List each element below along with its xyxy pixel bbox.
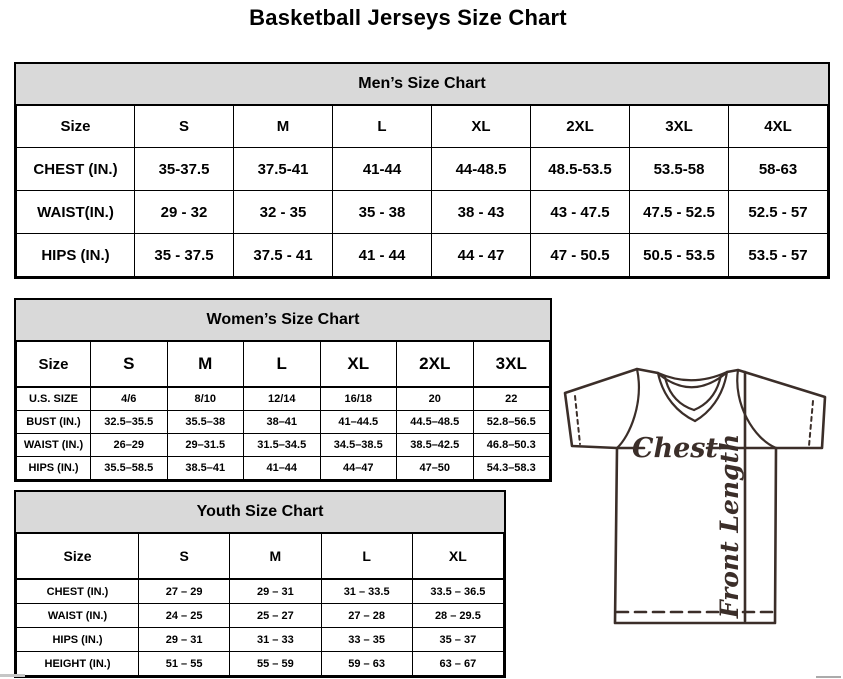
value-cell: 41–44 bbox=[244, 457, 321, 480]
value-cell: 46.8–50.3 bbox=[473, 434, 550, 457]
value-cell: 47.5 - 52.5 bbox=[630, 191, 729, 234]
value-cell: 52.5 - 57 bbox=[729, 191, 828, 234]
value-cell: 38 - 43 bbox=[432, 191, 531, 234]
header-cell: S bbox=[91, 342, 168, 388]
table-row bbox=[17, 387, 550, 411]
table-row bbox=[17, 457, 550, 480]
value-cell: 41-44 bbox=[333, 148, 432, 191]
value-cell: 31.5–34.5 bbox=[244, 434, 321, 457]
header-cell: 3XL bbox=[630, 106, 729, 148]
mens-table bbox=[16, 105, 828, 277]
value-cell: 38.5–42.5 bbox=[397, 434, 474, 457]
row-label-cell: HIPS (IN.) bbox=[17, 628, 139, 652]
value-cell: 8/10 bbox=[167, 387, 244, 411]
value-cell: 27 – 29 bbox=[139, 579, 230, 604]
table-row bbox=[17, 411, 550, 434]
table-row bbox=[17, 191, 828, 234]
value-cell: 16/18 bbox=[320, 387, 397, 411]
value-cell: 31 – 33.5 bbox=[321, 579, 412, 604]
womens-size-chart bbox=[14, 298, 552, 482]
value-cell: 29–31.5 bbox=[167, 434, 244, 457]
value-cell: 29 - 32 bbox=[135, 191, 234, 234]
womens-chart-title: Women’s Size Chart bbox=[16, 300, 550, 341]
front-length-label: Front Length bbox=[715, 433, 744, 619]
row-label-cell: CHEST (IN.) bbox=[17, 579, 139, 604]
value-cell: 58-63 bbox=[729, 148, 828, 191]
value-cell: 32 - 35 bbox=[234, 191, 333, 234]
row-label-cell: WAIST (IN.) bbox=[17, 604, 139, 628]
header-cell: S bbox=[135, 106, 234, 148]
value-cell: 44–47 bbox=[320, 457, 397, 480]
row-label-cell: Size bbox=[17, 534, 139, 580]
value-cell: 38.5–41 bbox=[167, 457, 244, 480]
value-cell: 41 - 44 bbox=[333, 234, 432, 277]
youth-chart-title: Youth Size Chart bbox=[16, 492, 504, 533]
table-row bbox=[17, 604, 504, 628]
value-cell: 33 – 35 bbox=[321, 628, 412, 652]
value-cell: 22 bbox=[473, 387, 550, 411]
header-cell: 4XL bbox=[729, 106, 828, 148]
table-row bbox=[17, 434, 550, 457]
value-cell: 29 – 31 bbox=[230, 579, 321, 604]
header-cell: 3XL bbox=[473, 342, 550, 388]
header-cell: L bbox=[321, 534, 412, 580]
youth-size-chart bbox=[14, 490, 506, 678]
header-cell: XL bbox=[412, 534, 503, 580]
value-cell: 44.5–48.5 bbox=[397, 411, 474, 434]
jersey-collar bbox=[658, 372, 727, 421]
header-cell: M bbox=[230, 534, 321, 580]
value-cell: 12/14 bbox=[244, 387, 321, 411]
value-cell: 28 – 29.5 bbox=[412, 604, 503, 628]
row-label-cell: CHEST (IN.) bbox=[17, 148, 135, 191]
jersey-measurement-diagram-icon bbox=[540, 350, 843, 660]
value-cell: 31 – 33 bbox=[230, 628, 321, 652]
jersey-left-cuff-dash bbox=[575, 396, 580, 444]
value-cell: 52.8–56.5 bbox=[473, 411, 550, 434]
row-label-cell: Size bbox=[17, 342, 91, 388]
value-cell: 54.3–58.3 bbox=[473, 457, 550, 480]
value-cell: 20 bbox=[397, 387, 474, 411]
table-row bbox=[17, 579, 504, 604]
value-cell: 50.5 - 53.5 bbox=[630, 234, 729, 277]
value-cell: 27 – 28 bbox=[321, 604, 412, 628]
table-row bbox=[17, 148, 828, 191]
value-cell: 59 – 63 bbox=[321, 652, 412, 676]
header-cell: L bbox=[333, 106, 432, 148]
row-label-cell: WAIST(IN.) bbox=[17, 191, 135, 234]
header-cell: M bbox=[234, 106, 333, 148]
jersey-outline bbox=[565, 369, 825, 623]
value-cell: 34.5–38.5 bbox=[320, 434, 397, 457]
header-cell: XL bbox=[432, 106, 531, 148]
value-cell: 41–44.5 bbox=[320, 411, 397, 434]
mens-size-chart bbox=[14, 62, 830, 279]
value-cell: 35 - 38 bbox=[333, 191, 432, 234]
scrollbar-fragment-left bbox=[0, 674, 25, 677]
value-cell: 63 – 67 bbox=[412, 652, 503, 676]
table-row bbox=[17, 234, 828, 277]
value-cell: 37.5 - 41 bbox=[234, 234, 333, 277]
header-cell: 2XL bbox=[397, 342, 474, 388]
value-cell: 29 – 31 bbox=[139, 628, 230, 652]
chest-label: Chest bbox=[632, 433, 718, 464]
row-label-cell: HIPS (IN.) bbox=[17, 457, 91, 480]
value-cell: 48.5-53.5 bbox=[531, 148, 630, 191]
value-cell: 44-48.5 bbox=[432, 148, 531, 191]
jersey-right-cuff-dash bbox=[809, 401, 813, 446]
header-cell: 2XL bbox=[531, 106, 630, 148]
value-cell: 35.5–58.5 bbox=[91, 457, 168, 480]
mens-chart-title: Men’s Size Chart bbox=[16, 64, 828, 105]
value-cell: 51 – 55 bbox=[139, 652, 230, 676]
table-row bbox=[17, 342, 550, 388]
value-cell: 35 - 37.5 bbox=[135, 234, 234, 277]
row-label-cell: U.S. SIZE bbox=[17, 387, 91, 411]
row-label-cell: Size bbox=[17, 106, 135, 148]
header-cell: M bbox=[167, 342, 244, 388]
value-cell: 37.5-41 bbox=[234, 148, 333, 191]
value-cell: 26–29 bbox=[91, 434, 168, 457]
value-cell: 38–41 bbox=[244, 411, 321, 434]
header-cell: L bbox=[244, 342, 321, 388]
value-cell: 35 – 37 bbox=[412, 628, 503, 652]
womens-table bbox=[16, 341, 550, 480]
row-label-cell: HEIGHT (IN.) bbox=[17, 652, 139, 676]
value-cell: 55 – 59 bbox=[230, 652, 321, 676]
page-title: Basketball Jerseys Size Chart bbox=[249, 5, 567, 30]
value-cell: 32.5–35.5 bbox=[91, 411, 168, 434]
value-cell: 47 - 50.5 bbox=[531, 234, 630, 277]
value-cell: 33.5 – 36.5 bbox=[412, 579, 503, 604]
value-cell: 53.5 - 57 bbox=[729, 234, 828, 277]
header-cell: S bbox=[139, 534, 230, 580]
row-label-cell: BUST (IN.) bbox=[17, 411, 91, 434]
value-cell: 35-37.5 bbox=[135, 148, 234, 191]
row-label-cell: WAIST (IN.) bbox=[17, 434, 91, 457]
value-cell: 43 - 47.5 bbox=[531, 191, 630, 234]
value-cell: 24 – 25 bbox=[139, 604, 230, 628]
value-cell: 44 - 47 bbox=[432, 234, 531, 277]
value-cell: 47–50 bbox=[397, 457, 474, 480]
value-cell: 25 – 27 bbox=[230, 604, 321, 628]
value-cell: 35.5–38 bbox=[167, 411, 244, 434]
value-cell: 53.5-58 bbox=[630, 148, 729, 191]
table-row bbox=[17, 652, 504, 676]
table-row bbox=[17, 106, 828, 148]
header-cell: XL bbox=[320, 342, 397, 388]
row-label-cell: HIPS (IN.) bbox=[17, 234, 135, 277]
youth-table bbox=[16, 533, 504, 676]
scrollbar-fragment-right bbox=[816, 676, 841, 678]
value-cell: 4/6 bbox=[91, 387, 168, 411]
table-row bbox=[17, 628, 504, 652]
table-row bbox=[17, 534, 504, 580]
